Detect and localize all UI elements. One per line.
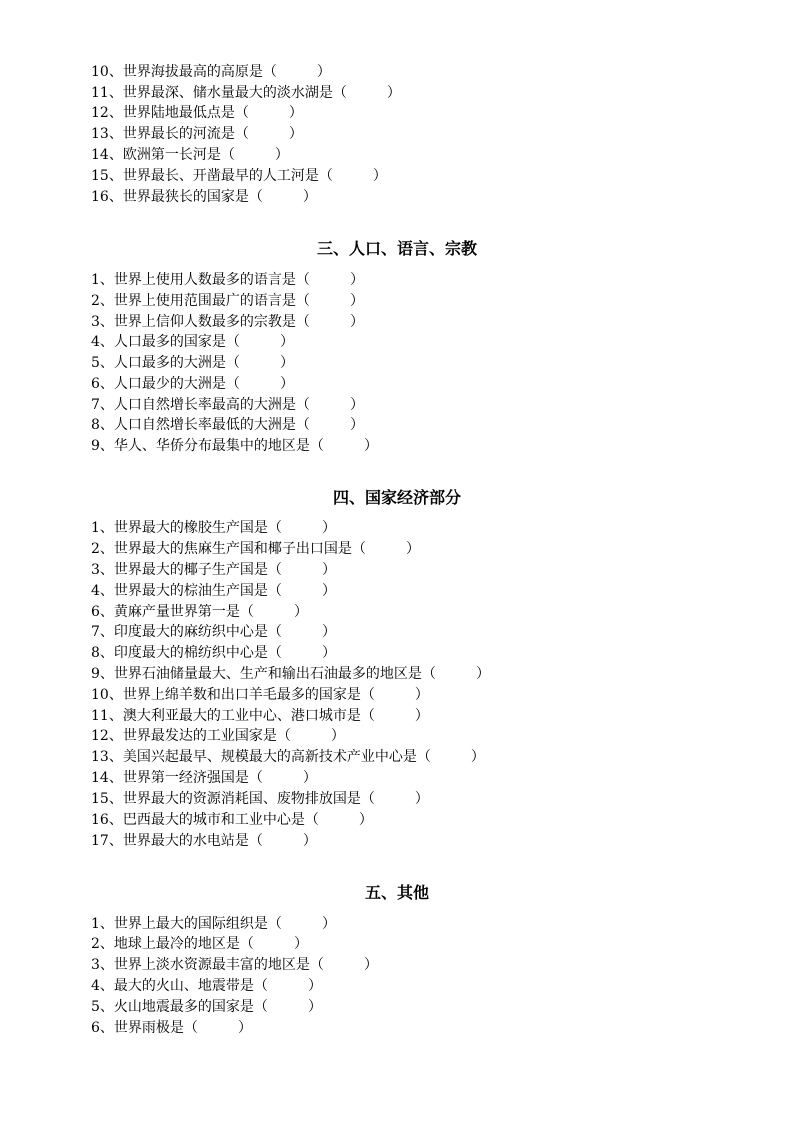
list-item: 1、世界上使用人数最多的语言是（ ） bbox=[91, 272, 364, 288]
list-item: 12、世界陆地最低点是（ ） bbox=[91, 105, 303, 121]
list-item: 4、最大的火山、地震带是（ ） bbox=[91, 978, 322, 994]
list-item: 16、巴西最大的城市和工业中心是（ ） bbox=[91, 812, 373, 828]
list-item: 13、世界最长的河流是（ ） bbox=[91, 126, 303, 142]
list-item: 16、世界最狭长的国家是（ ） bbox=[91, 189, 317, 205]
list-item: 5、人口最多的大洲是（ ） bbox=[91, 355, 294, 371]
list-item: 3、世界上淡水资源最丰富的地区是（ ） bbox=[91, 957, 378, 973]
list-item: 9、华人、华侨分布最集中的地区是（ ） bbox=[91, 438, 378, 454]
list-item: 10、世界上绵羊数和出口羊毛最多的国家是（ ） bbox=[91, 687, 429, 703]
list-item: 9、世界石油储量最大、生产和输出石油最多的地区是（ ） bbox=[91, 666, 490, 682]
list-item: 14、欧洲第一长河是（ ） bbox=[91, 147, 289, 163]
list-item: 17、世界最大的水电站是（ ） bbox=[91, 833, 317, 849]
list-item: 4、人口最多的国家是（ ） bbox=[91, 334, 294, 350]
list-item: 1、世界最大的橡胶生产国是（ ） bbox=[91, 520, 336, 536]
list-item: 2、世界最大的焦麻生产国和椰子出口国是（ ） bbox=[91, 541, 420, 557]
list-item: 4、世界最大的棕油生产国是（ ） bbox=[91, 583, 336, 599]
list-item: 6、世界雨极是（ ） bbox=[91, 1020, 252, 1036]
list-item: 10、世界海拔最高的高原是（ ） bbox=[91, 64, 331, 80]
list-item: 6、黄麻产量世界第一是（ ） bbox=[91, 604, 308, 620]
list-item: 12、世界最发达的工业国家是（ ） bbox=[91, 728, 345, 744]
list-item: 11、澳大利亚最大的工业中心、港口城市是（ ） bbox=[91, 708, 429, 724]
list-item: 7、印度最大的麻纺织中心是（ ） bbox=[91, 624, 336, 640]
section-heading-population-language-religion: 三、人口、语言、宗教 bbox=[316, 239, 477, 258]
list-item: 1、世界上最大的国际组织是（ ） bbox=[91, 916, 336, 932]
list-item: 3、世界上信仰人数最多的宗教是（ ） bbox=[91, 314, 364, 330]
list-item: 8、人口自然增长率最低的大洲是（ ） bbox=[91, 417, 364, 433]
list-item: 13、美国兴起最早、规模最大的高新技术产业中心是（ ） bbox=[91, 749, 485, 765]
list-item: 3、世界最大的椰子生产国是（ ） bbox=[91, 562, 336, 578]
list-item: 2、地球上最冷的地区是（ ） bbox=[91, 936, 308, 952]
list-item: 7、人口自然增长率最高的大洲是（ ） bbox=[91, 397, 364, 413]
section-heading-national-economy: 四、国家经济部分 bbox=[332, 488, 461, 507]
list-item: 5、火山地震最多的国家是（ ） bbox=[91, 999, 322, 1015]
list-item: 11、世界最深、储水量最大的淡水湖是（ ） bbox=[91, 85, 401, 101]
section-heading-other: 五、其他 bbox=[364, 883, 429, 902]
list-item: 15、世界最大的资源消耗国、废物排放国是（ ） bbox=[91, 791, 429, 807]
list-item: 14、世界第一经济强国是（ ） bbox=[91, 770, 317, 786]
list-item: 2、世界上使用范围最广的语言是（ ） bbox=[91, 293, 364, 309]
list-item: 8、印度最大的棉纺织中心是（ ） bbox=[91, 645, 336, 661]
list-item: 15、世界最长、开凿最早的人工河是（ ） bbox=[91, 168, 387, 184]
list-item: 6、人口最少的大洲是（ ） bbox=[91, 376, 294, 392]
